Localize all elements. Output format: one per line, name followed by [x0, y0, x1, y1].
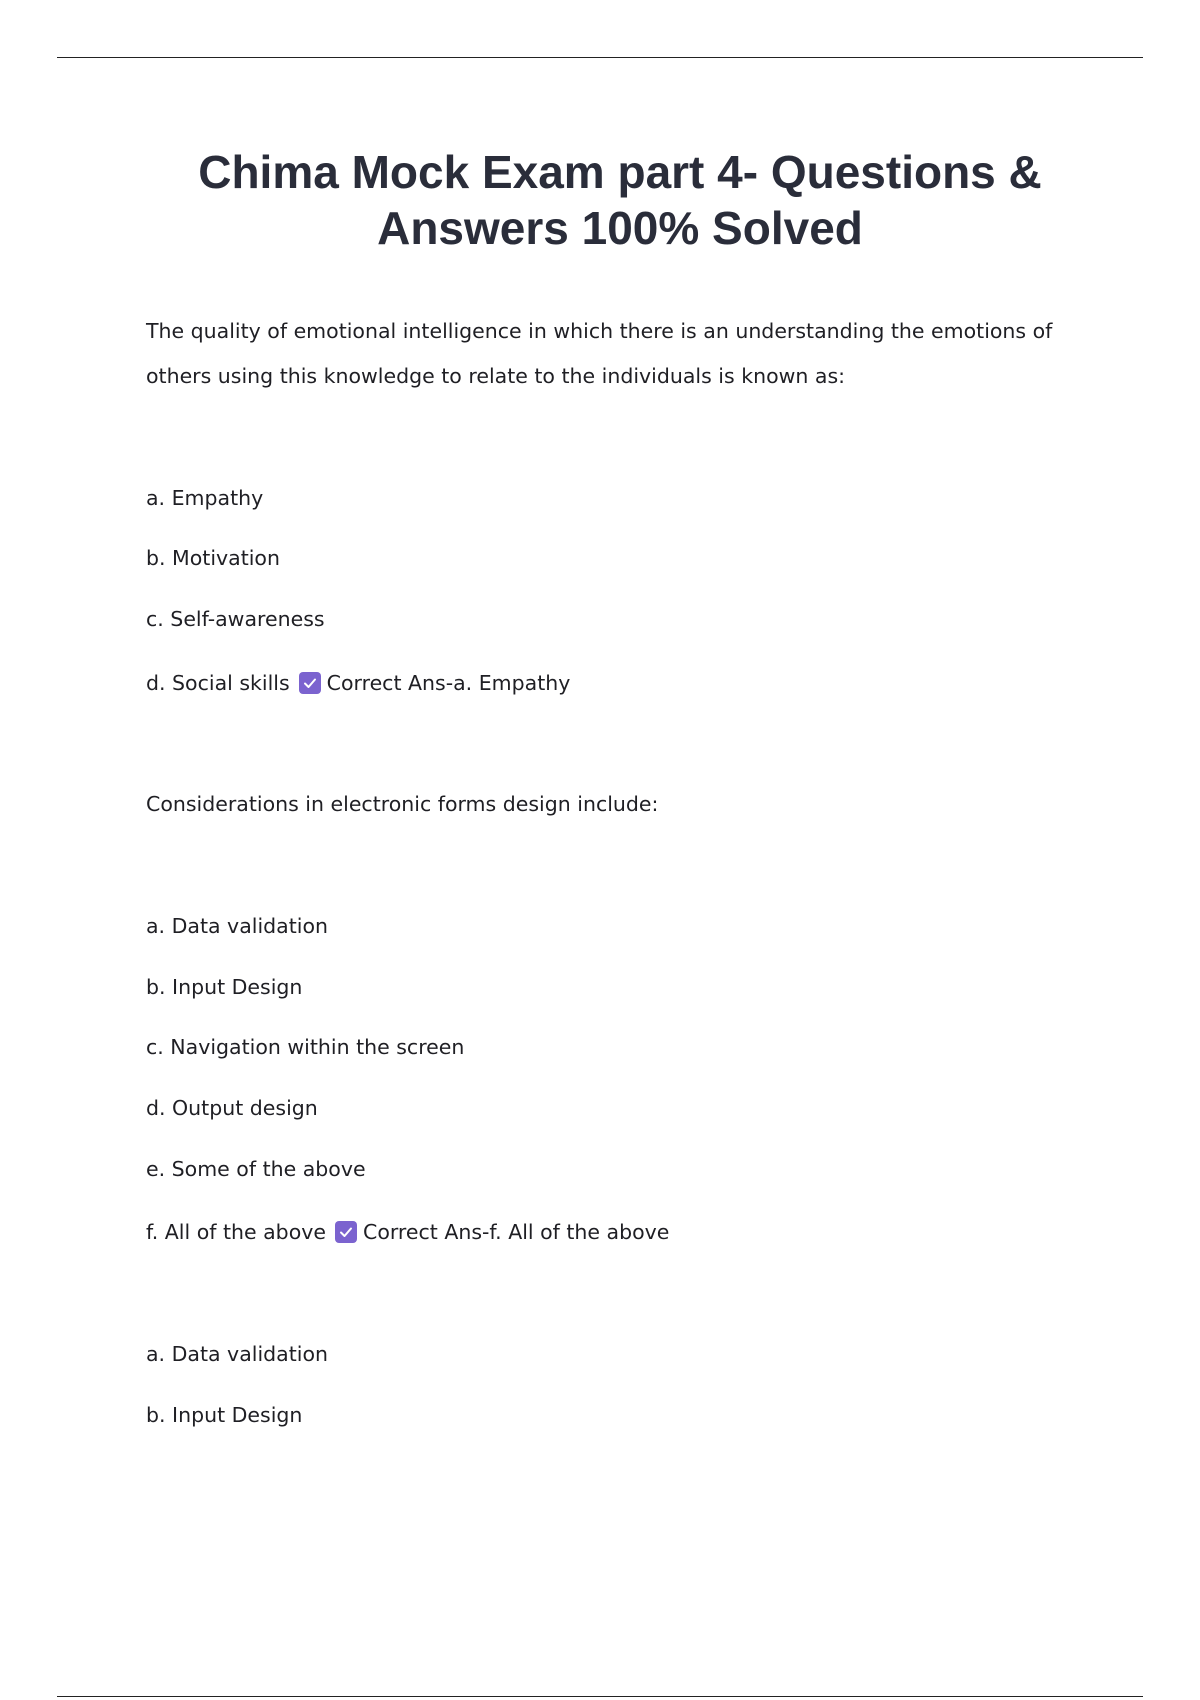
q1-option-d: d. Social skills: [146, 671, 290, 695]
q1-option-d-row: [146, 671, 570, 695]
q1-option-b: b. Motivation: [146, 546, 280, 570]
q2-option-b: b. Input Design: [146, 975, 303, 999]
q2-option-f-row: [146, 1220, 669, 1244]
q1-option-c: c. Self-awareness: [146, 607, 325, 631]
q2-option-a: a. Data validation: [146, 914, 328, 938]
check-box-icon: [299, 672, 321, 694]
bottom-rule: [57, 1696, 1143, 1697]
q2-correct-answer: Correct Ans-f. All of the above: [363, 1220, 670, 1244]
q2-option-d: d. Output design: [146, 1096, 318, 1120]
question-1-prompt: The quality of emotional intelligence in which there is an understanding the emotions of others using this knowledge to relate to the individuals is known as:: [146, 319, 1053, 388]
top-rule: [57, 57, 1143, 58]
q3-option-a: a. Data validation: [146, 1342, 328, 1366]
check-box-icon: [335, 1221, 357, 1243]
q1-correct-answer: Correct Ans-a. Empathy: [326, 671, 571, 695]
q1-option-a: a. Empathy: [146, 486, 264, 510]
q2-option-e: e. Some of the above: [146, 1157, 366, 1181]
q2-option-c: c. Navigation within the screen: [146, 1035, 465, 1059]
q2-option-f: f. All of the above: [146, 1220, 326, 1244]
question-2-prompt: Considerations in electronic forms design include:: [146, 792, 659, 816]
q3-option-b: b. Input Design: [146, 1403, 303, 1427]
page-title: Chima Mock Exam part 4- Questions & Answers 100% Solved: [198, 146, 1042, 254]
